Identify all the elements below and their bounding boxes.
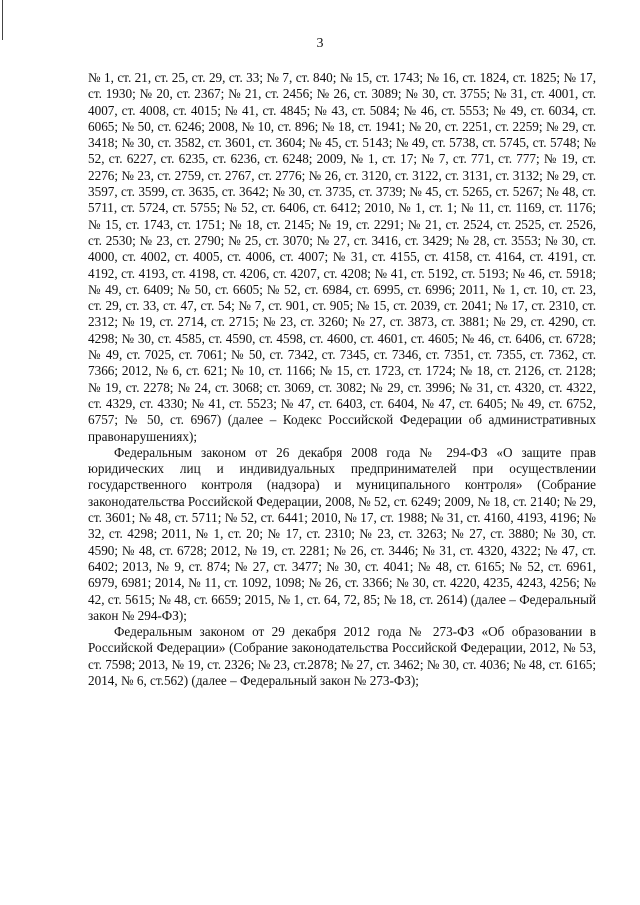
document-body bbox=[88, 70, 596, 689]
page-number: 3 bbox=[316, 36, 324, 51]
paragraph-codex-citations: № 1, ст. 21, ст. 25, ст. 29, ст. 33; № 7, ст. 840; № 15, ст. 1743; № 16, ст. 1824, ст. 1825; № 17, ст. 1930; № 20, ст. 2367; № 21, ст. 2456; № 26, ст. 3089; № 30, ст. 3755; № 31, ст. 4001, ст. 4007, ст. 4008, ст. 4015; № 41, ст. 4845; № 43, ст. 5084; № 46, ст. 5553; № 49, ст. 6034, ст. 6065; № 50, ст. 6246; 2008, № 10, ст. 896; № 18, ст. 1941; № 20, ст. 2251, ст. 2259; № 29, ст. 3418; № 30, ст. 3582, ст. 3601, ст. 3604; № 45, ст. 5143; № 49, ст. 5738, ст. 5745, ст. 5748; № 52, ст. 6227, ст. 6235, ст. 6236, ст. 6248; 2009, № 1, ст. 17; № 7, ст. 771, ст. 777; № 19, ст. 2276; № 23, ст. 2759, ст. 2767, ст. 2776; № 26, ст. 3120, ст. 3122, ст. 3131, ст. 3132; № 29, ст. 3597, ст. 3599, ст. 3635, ст. 3642; № 30, ст. 3735, ст. 3739; № 45, ст. 5265, ст. 5267; № 48, ст. 5711, ст. 5724, ст. 5755; № 52, ст. 6406, ст. 6412; 2010, № 1, ст. 1; № 11, ст. 1169, ст. 1176; № 15, ст. 1743, ст. 1751; № 18, ст. 2145; № 19, ст. 2291; № 21, ст. 2524, ст. 2525, ст. 2526, ст. 2530; № 23, ст. 2790; № 25, ст. 3070; № 27, ст. 3416, ст. 3429; № 28, ст. 3553; № 30, ст. 4000, ст. 4002, ст. 4005, ст. 4006, ст. 4007; № 31, ст. 4155, ст. 4158, ст. 4164, ст. 4191, ст. 4192, ст. 4193, ст. 4198, ст. 4206, ст. 4207, ст. 4208; № 41, ст. 5192, ст. 5193; № 46, ст. 5918; № 49, ст. 6409; № 50, ст. 6605; № 52, ст. 6984, ст. 6995, ст. 6996; 2011, № 1, ст. 10, ст. 23, ст. 29, ст. 33, ст. 47, ст. 54; № 7, ст. 901, ст. 905; № 15, ст. 2039, ст. 2041; № 17, ст. 2310, ст. 2312; № 19, ст. 2714, ст. 2715; № 23, ст. 3260; № 27, ст. 3873, ст. 3881; № 29, ст. 4290, ст. 4298; № 30, ст. 4585, ст. 4590, ст. 4598, ст. 4600, ст. 4601, ст. 4605; № 46, ст. 6406, ст. 6728; № 49, ст. 7025, ст. 7061; № 50, ст. 7342, ст. 7345, ст. 7346, ст. 7351, ст. 7355, ст. 7362, ст. 7366; 2012, № 6, ст. 621; № 10, ст. 1166; № 15, ст. 1723, ст. 1724; № 18, ст. 2126, ст. 2128; № 19, ст. 2278; № 24, ст. 3068; ст. 3069, ст. 3082; № 29, ст. 3996; № 31, ст. 4320, ст. 4322, ст. 4329, ст. 4330; № 41, ст. 5523; № 47, ст. 6403, ст. 6404, № 47, ст. 6405; № 49, ст. 6752, 6757; № 50, ст. 6967) (далее – Кодекс Российской Федерации об административных правонарушениях); bbox=[88, 70, 596, 444]
scan-margin-line bbox=[2, 0, 3, 40]
paragraph-law-294: Федеральным законом от 26 декабря 2008 года № 294-ФЗ «О защите прав юридических лиц и индивидуальных предпринимателей при осуществлении государственного контроля (надзора) и муниципального контроля» (Собрание законодательства Российской Федерации, 2008, № 52, ст. 6249; 2009, № 18, ст. 2140; № 29, ст. 3601; № 48, ст. 5711; № 52, ст. 6441; 2010, № 17, ст. 1988; № 31, ст. 4160, 4193, 4196; № 32, ст. 4298; 2011, № 1, ст. 20; № 17, ст. 2310; № 23, ст. 3263; № 27, ст. 3880; № 30, ст. 4590; № 48, ст. 6728; 2012, № 19, ст. 2281; № 26, ст. 3446; № 31, ст. 4320, 4322; № 47, ст. 6402; 2013, № 9, ст. 874; № 27, ст. 3477; № 30, ст. 4041; № 48, ст. 6165; № 52, ст. 6961, 6979, 6981; 2014, № 11, ст. 1092, 1098; № 26, ст. 3366; № 30, ст. 4220, 4235, 4243, 4256; № 42, ст. 5615; № 48, ст. 6659; 2015, № 1, ст. 64, 72, 85; № 18, ст. 2614) (далее – Федеральный закон № 294-ФЗ); bbox=[88, 444, 596, 623]
paragraph-law-273: Федеральным законом от 29 декабря 2012 года № 273-ФЗ «Об образовании в Российской Федерации» (Собрание законодательства Российской Федерации, 2012, № 53, ст. 7598; 2013, № 19, ст. 2326; № 23, ст.2878; № 27, ст. 3462; № 30, ст. 4036; № 48, ст. 6165; 2014, № 6, ст.562) (далее – Федеральный закон № 273-ФЗ); bbox=[88, 624, 596, 688]
